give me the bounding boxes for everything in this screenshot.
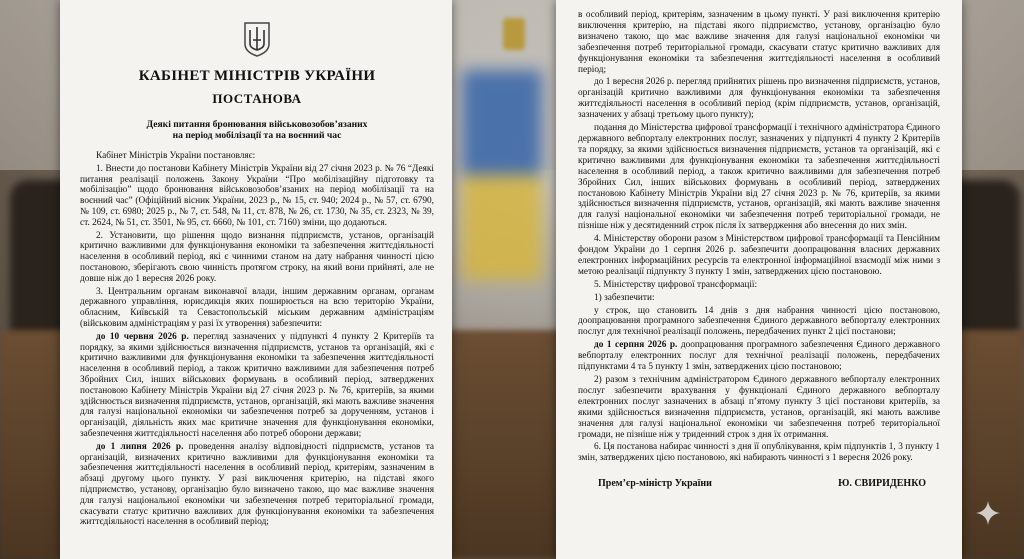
document-heading: КАБІНЕТ МІНІСТРІВ УКРАЇНИ [138,68,376,84]
title-line: на період мобілізації та на воєнний час [172,130,342,141]
paragraph [80,442,434,528]
paragraph: Кабінет Міністрів України постановляє: [96,151,256,161]
paragraph: 4. Міністерству оборони разом з Міністерством цифрової трансформації та Пенсійним фондом України до 1 серпня 2026 р. забезпечити доопрацювання власних державних електронних інформаційних ресурсів та електронної інформаційної взаємодії між ними з метою реалізації підпункту 3 пункту 1 змін, затверджених цією постановою. [578,234,940,277]
sparkle-icon [975,500,1001,526]
background-flag [462,70,542,280]
date-emphasis: до 10 червня 2026 р. [96,331,189,342]
paragraph: 1) забезпечити: [594,292,655,303]
date-emphasis: до 1 липня 2026 р. [96,441,184,452]
paragraph: 2. Установити, що рішення щодо визнання підприємств, установ, організацій критично важливими для функціонування економіки та забезпечення життєдіяльності населення в особливий період, які є чинними станом на дату набрання чинності цією постановою, зберігають свою чинність протягом строку, на який вони прийняті, але не довше ніж до 1 вересня 2026 року. [80,230,434,284]
paragraph: 2) разом з технічним адміністратором Єдиного державного вебпорталу електронних послуг забезпечити врахування у функціоналі Єдиного державного вебпорталу електронних послуг зазначених в абзаці п’ятому пункту 3 цієї постанови критеріїв, за якими здійснюється визначення підприємств, установ, організацій, які мають важливе значення для галузі національної економіки чи забезпечення потреб територіальної громади, не пізніше ніж у триденний строк з дня їх отримання. [578,375,940,440]
paragraph [80,332,434,440]
signature-block [578,478,940,489]
trident-emblem-icon [242,20,272,58]
paragraph-text: доопрацювання програмного забезпечення Єдиного державного вебпорталу електронних послуг для технічної реалізації положень, передбачених підпунктами 4 та 5 пункту 1 змін, затверджених цією постановою; [578,340,941,373]
title-line: Деякі питання бронювання військовозобов’язаних [146,119,368,130]
background-emblem [503,18,525,50]
signatory-name: Ю. СВИРИДЕНКО [838,478,926,490]
document-type: ПОСТАНОВА [212,91,302,106]
document-title [80,119,434,141]
paragraph: у строк, що становить 14 днів з дня набрання чинності цією постановою, доопрацювання програмного забезпечення Єдиного державного вебпорталу електронних послуг для технічної реалізації положень, передбачених пункт 2 цієї постанови; [578,305,940,338]
paragraph: 3. Центральним органам виконавчої влади, іншим державним органам, органам державного управління, юрисдикція яких поширюється на всю територію України, обласним, Київській та Севастопольській міським державним адміністраціям (військовим адміністраціям у разі їх утворення) забезпечити: [80,286,434,329]
document-page-left [60,0,452,559]
paragraph: подання до Міністерства цифрової трансформації і технічного адміністратора Єдиного державного вебпорталу електронних послуг, зазначених у підпункті 4 пункту 2 Критеріїв та порядку, за якими здійснюється визначення підприємств, установ та організацій, які є критично важливими для функціонування економіки та забезпечення життєдіяльності населення в особливий період, а також критично важливими для забезпечення потреб Збройних Сил, інших військових формувань в особливий період, затверджених постановою Кабінету Міністрів України від 27 січня 2023 р. № 76, критеріїв, за якими здійснюється визначення підприємств, установ, організацій, які мають важливе значення для галузі національної економіки чи забезпечення потреб територіальної громади, не пізніше ніж у десятиденний строк після їх затвердження або внесення до них змін. [578,123,940,232]
paragraph: до 1 вересня 2026 р. перегляд прийнятих рішень про визначення підприємств, установ, організацій критично важливими для функціонування економіки та забезпечення життєдіяльності населення в особливий період (крім підприємств, установ, організацій, зазначених у абзаці третьому цього пункту); [578,77,940,121]
paragraph: 1. Внести до постанови Кабінету Міністрів України від 27 січня 2023 р. № 76 “Деякі питання реалізації положень Закону України “Про мобілізаційну підготовку та мобілізацію” щодо бронювання військовозобов’язаних на період мобілізації та на воєнний час” (Офіційний вісник України, 2023 р., № 15, ст. 940; 2024 р., № 57, ст. 6790, № 109, ст. 6980; 2025 р., № 7, ст. 548, № 11, ст. 878, № 26, ст. 1730, № 35, ст. 2323, № 39, ст. 2624, № 51, ст. 3501, № 95, ст. 6660, № 101, ст. 7160) зміни, що додаються. [80,163,434,228]
paragraph: 5. Міністерству цифрової трансформації: [594,279,758,290]
document-page-right [556,0,962,559]
paragraph: в особливий період, критеріям, зазначеним в цьому пункті. У разі виключення критерію виключення критерію, на підставі якого підприємство, установу, організацію було визначено такою, що має важливе значення для галузі національної економіки чи забезпечення потреб територіальної громади, скасувати статус критично важливих для функціонування економіки та забезпечення життєдіяльності населення в особливий період; [578,10,940,75]
paragraph [578,340,940,373]
paragraph: 6. Ця постанова набирає чинності з дня її опублікування, крім підпунктів 1, 3 пункту 1 змін, затверджених цією постановою, які набирають чинності з 1 вересня 2026 року. [578,442,940,464]
paragraph-text: перегляд зазначених у підпункті 4 пункту 2 Критеріїв та порядку, за якими здійснюється визначення підприємств, установ та організацій, які є критично важливими для функціонування економіки та забезпечення життєдіяльності населення в особливий період, а також критично важливими для забезпечення потреб Збройних Сил, інших військових формувань в особливий період, затверджених постановою Кабінету Міністрів України від 27 січня 2023 р. № 76, критеріїв, за якими здійснюється визначення підприємств, установ, організацій, які мають важливе значення для галузі національної економіки чи забезпечення потреб за дорученням, установ і організацій, діяльність яких має критичне значення для функціонування економіки, забезпечення життєдіяльності населення або потреб оборони держави; [80,331,435,439]
signatory-role: Прем’єр-міністр України [598,478,712,490]
paragraph-text: проведення аналізу відповідності підприємств, установ та організацій, визначених критично важливими для функціонування економіки та забезпечення життєдіяльності населення в особливий період, критеріям, зазначеним в абзаці другому цього пункту. У разі виключення критерію, на підставі якого підприємство, установу, організацію було визначено такою, що має важливе значення для галузі національної економіки чи забезпечення потреб територіальної громади, скасувати статус критично важливих для функціонування економіки та забезпечення життєдіяльності населення в особливий період; [80,441,435,528]
date-emphasis: до 1 серпня 2026 р. [594,340,678,351]
